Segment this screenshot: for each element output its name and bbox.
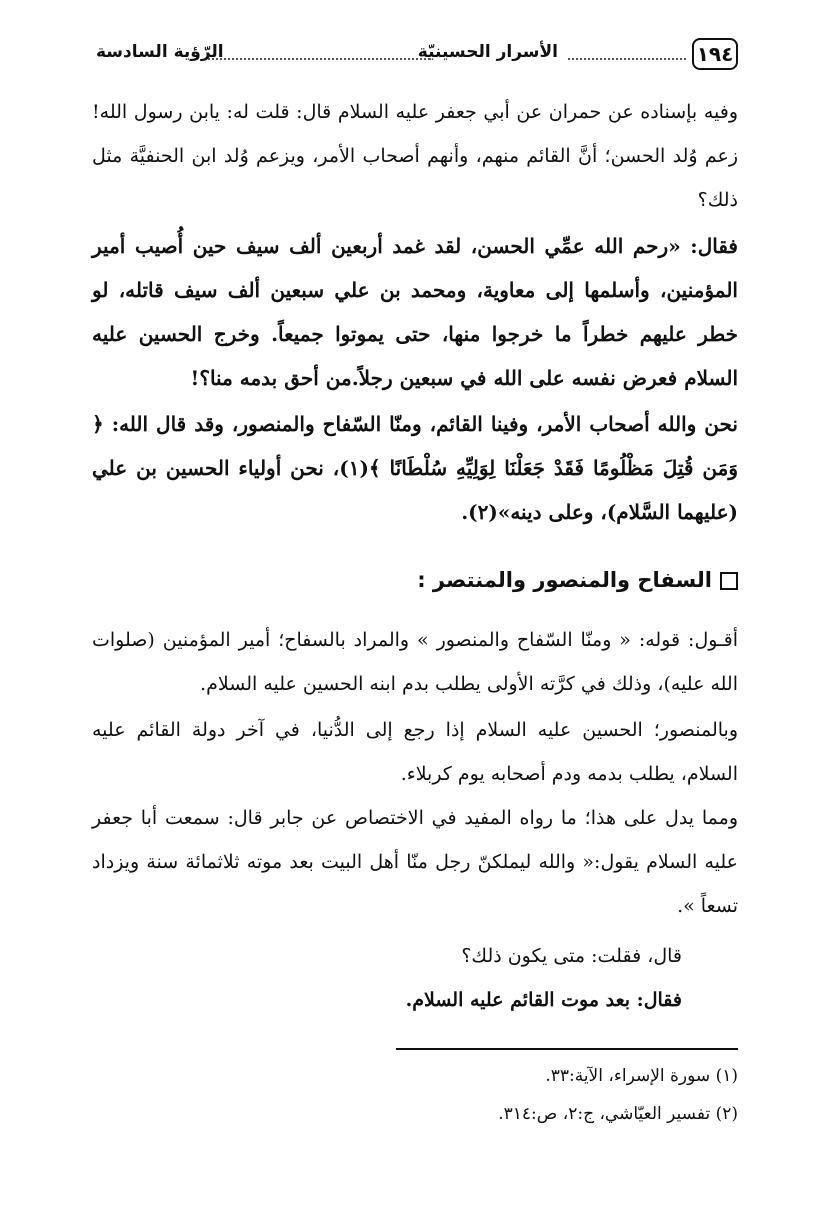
book-title: الأسرار الحسينيّة xyxy=(417,42,558,62)
paragraph: وبالمنصور؛ الحسين عليه السلام إذا رجع إلى الدُّنيا، في آخر دولة القائم عليه السلام، يطلب بدمه ودم أصحابه يوم كربلاء. xyxy=(92,719,738,785)
paragraph: أقـول: قوله: « ومنّا السّفاح والمنصور » والمراد بالسفاح؛ أمير المؤمنين (صلوات الله عليه)، وذلك في كرَّته الأولى يطلب بدم ابنه الحسين عليه السلام. xyxy=(92,629,738,695)
paragraph: وفيه بإسناده عن حمران عن أبي جعفر عليه السلام قال: قلت له: يابن رسول الله! زعم وُلد الحسن؛ أنَّ القائم منهم، وأنهم أصحاب الأمر، ويزعم وُلد ابن الحنفيَّة مثل ذلك؟ xyxy=(92,101,738,211)
paragraph: ومما يدل على هذا؛ ما رواه المفيد في الاختصاص عن جابر قال: سمعت أبا جعفر عليه السلام يقول:« والله ليملكنّ رجل منّا أهل البيت بعد موته ثلاثمائة سنة ويزداد تسعاً ». xyxy=(92,807,738,917)
footnote-divider xyxy=(396,1048,738,1050)
page-number-badge: ١٩٤ xyxy=(692,38,738,70)
paragraph-quote: نحن والله أصحاب الأمر، وفينا القائم، ومنّا السّفاح والمنصور، وقد قال الله: ﴿ وَمَن قُتِلَ مَظْلُومًا فَقَدْ جَعَلْنَا لِوَلِيِّهِ سُلْطَانًا ﴾(١)، نحن أولياء الحسين بن علي (عليهما السَّلام)، وعلى دينه»(٢). xyxy=(92,412,738,524)
square-bullet-icon xyxy=(720,572,738,590)
header-dotted-leader xyxy=(568,58,686,60)
page-header xyxy=(96,36,738,70)
paragraph: فقال: بعد موت القائم عليه السلام. xyxy=(405,989,682,1011)
paragraph-quote: فقال: «رحم الله عمِّي الحسن، لقد غمد أربعين ألف سيف حين أُصيب أمير المؤمنين، وأسلمها إلى معاوية، ومحمد بن علي سبعين ألف سيف قاتله، لو خطر عليهم خطراً ما خرجوا منها، حتى يموتوا جميعاً. وخرج الحسين عليه السلام فعرض نفسه على الله في سبعين رجلاً.من أحق بدمه منا؟! xyxy=(92,234,738,390)
footnote: (١) سورة الإسراء، الآية:٣٣. xyxy=(545,1066,738,1086)
header-dotted-leader xyxy=(208,58,430,60)
footnote: (٢) تفسير العيّاشي، ج:٢، ص:٣١٤. xyxy=(498,1104,738,1124)
chapter-title: الرّؤية السادسة xyxy=(96,42,224,62)
paragraph: قال، فقلت: متى يكون ذلك؟ xyxy=(461,945,682,967)
section-heading xyxy=(417,568,738,592)
section-heading-text: السفاح والمنصور والمنتصر : xyxy=(417,568,712,592)
